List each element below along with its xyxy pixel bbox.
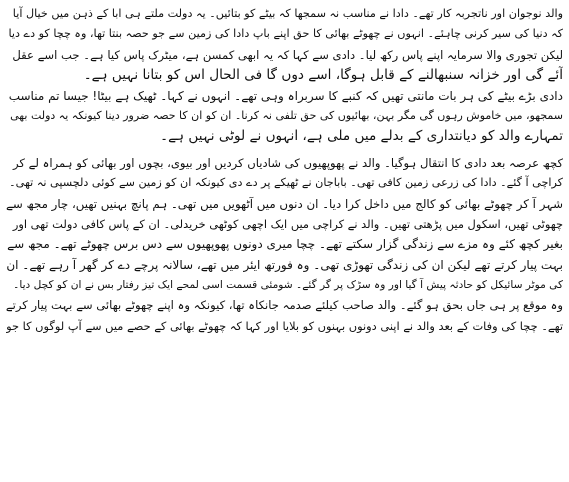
text-line: سمجھو، میں خاموش رہوں گی مگر بہن، بھائیوں کی حق تلفی نہ کرنا۔ ان کو ان کا حصہ ضرور دینا کیونکہ یہ دولت بھی (10, 108, 563, 122)
text-line: کراچی آ گئے۔ دادا کی زرعی زمین کافی تھی۔ باباجان نے ٹھیکے پر دے دی کیونکہ ان کو زمین سے کوئی دلچسپی نہ تھی۔ (9, 176, 563, 190)
text-line: تمہارے والد کو دیانتداری کے بدلے میں ملی ہے، انہوں نے لوٹی نہیں ہے۔ (160, 128, 563, 145)
text-line: چھوٹی تھیں، اسکول میں پڑھتی تھیں۔ والد نے کراچی میں ایک اچھی کوٹھی خریدلی۔ ان کے پاس کافی دولت تھی اور (12, 216, 563, 231)
text-line: بغیر کچھ کئے وہ مزے سے زندگی گزار سکتے تھے۔ چچا میری دونوں پھوپھیوں سے دس برس چھوٹے تھے۔ مجھ سے (7, 237, 563, 252)
text-line: شہر آ کر چھوٹے بھائی کو کالج میں داخل کرا دیا۔ ان دنوں میں آٹھویں میں تھی۔ ہم پانچ بہنیں تھیں، چار مجھ سے (6, 196, 563, 211)
text-line: کہ دنیا کی سیر کرنی چاہئے۔ انہوں نے چھوٹے بھائی کا حق اپنے باپ دادا کی زمین سے جو حصہ بنتا تھا، وہ چچا کو دے دیا (8, 27, 563, 41)
text-line: والد نوجوان اور ناتجربہ کار تھے۔ دادا نے مناسب نہ سمجھا کہ بیٹے کو بتائیں۔ یہ دولت ملتے ہی ابا کے ذہن میں خیال آیا (12, 7, 563, 20)
text-line: لیکن تجوری والا سرمایہ اپنے پاس رکھ لیا۔ دادی سے کہا کہ یہ ابھی کمسن ہے، میٹرک پاس کیا ہے۔ جب اسے عقل (12, 47, 563, 62)
text-line: کچھ عرصہ بعد دادی کا انتقال ہوگیا۔ والد نے پھوپھیوں کی شادیاں کردیں اور بیوی، بچوں اور بھائی کو ہمراہ لے کر (13, 155, 563, 170)
text-line: وہ موقع پر ہی جاں بحق ہو گئے۔ والد صاحب کیلئے صدمہ جانکاہ تھا، کیونکہ وہ اپنے چھوٹے بھائی سے بہت پیار کرتے (6, 298, 563, 313)
text-line: کی موٹر سائیکل کو حادثہ پیش آ گیا اور وہ سڑک پر گر گئے۔ شومئی قسمت اسی لمحے ایک تیز رفتار بس نے ان کو کچل دیا۔ (13, 279, 563, 292)
text-line: بہت پیار کرتے تھے لیکن ان کی زندگی تھوڑی تھی۔ وہ فورتھ ایئر میں تھے، سالانہ پرچے دے کر گھر آ رہے تھے۔ ان (6, 257, 563, 272)
text-line: دادی بڑے بیٹے کی ہر بات مانتی تھیں کہ کنبے کا سربراہ وہی تھے۔ انہوں نے کہا۔ ٹھیک ہے بیٹا! جیسا تم مناسب (8, 88, 563, 103)
paragraph-2 (6, 153, 563, 337)
text-line: آئے گی اور خزانہ سنبھالنے کے قابل ہوگا، اسے دوں گا فی الحال اس کو بتانا نہیں ہے۔ (83, 67, 563, 84)
text-line: تھے۔ چچا کی وفات کے بعد والد نے اپنی دونوں بہنوں کو بلایا اور کہا کہ چھوٹے بھائی کے حصے میں سے آپ لوگوں کا جو (6, 318, 563, 333)
paragraph-1 (6, 4, 563, 147)
